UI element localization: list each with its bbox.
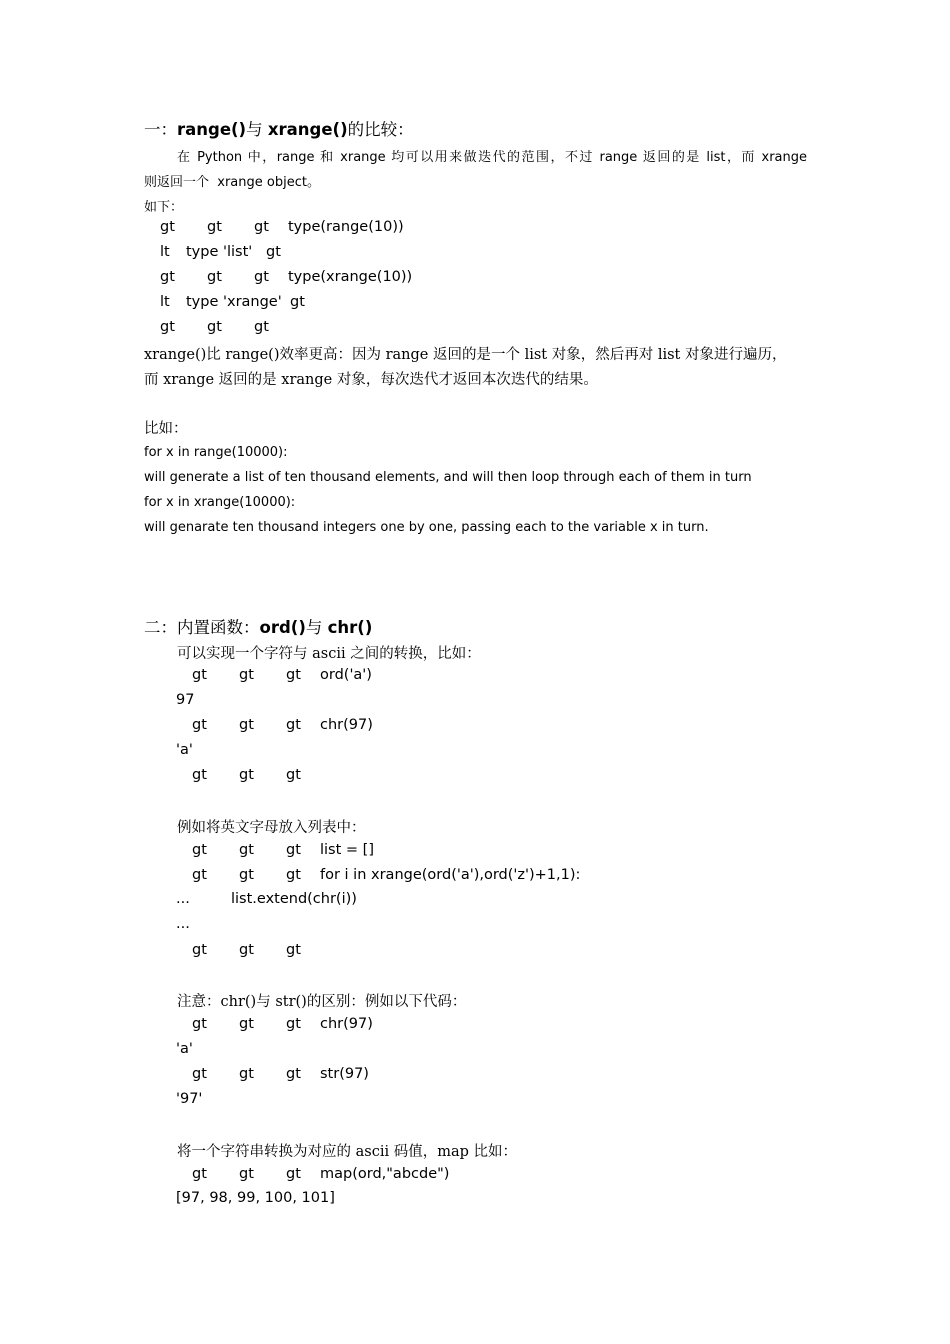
performance-line-1: xrange()比 range()效率更高：因为 range 返回的是一个 list 对象，然后再对 list 对象进行遍历， <box>144 347 787 363</box>
example-line: will generate a list of ten thousand elements, and will then loop through each of them in turn <box>144 470 752 485</box>
prompt-token: gt <box>192 767 207 783</box>
code-line <box>192 942 320 958</box>
example-label: 比如： <box>144 421 188 437</box>
prompt-token: gt <box>239 842 254 858</box>
prompt-token: gt <box>239 1016 254 1032</box>
prompt-token: gt <box>207 319 222 335</box>
code-result: 'a' <box>176 1041 193 1057</box>
code-line <box>192 1016 373 1032</box>
code-text: chr(97) <box>320 1016 373 1032</box>
code-text: list.extend(chr(i)) <box>231 891 357 907</box>
prompt-token: gt <box>286 1066 301 1082</box>
prompt-token: gt <box>239 1066 254 1082</box>
prompt-token: gt <box>192 842 207 858</box>
note-label: 注意：chr()与 str()的区别：例如以下代码： <box>177 994 467 1010</box>
code-text: ord('a') <box>320 667 372 683</box>
prompt-token: gt <box>192 667 207 683</box>
code-text: chr(97) <box>320 717 373 733</box>
example-line: will genarate ten thousand integers one by one, passing each to the variable x in turn. <box>144 520 709 535</box>
code-text: type(xrange(10)) <box>288 269 413 285</box>
prompt-token: lt <box>160 244 170 260</box>
continuation-token: ... <box>176 891 190 907</box>
prompt-token: gt <box>192 942 207 958</box>
heading-func-b: xrange() <box>267 120 348 139</box>
intro-line-1: 在 Python 中，range 和 xrange 均可以用来做迭代的范围，不过 range 返回的是 list，而 xrange <box>177 150 807 165</box>
code-text: type 'list' <box>186 244 253 260</box>
prompt-token: gt <box>239 942 254 958</box>
prompt-token: gt <box>192 717 207 733</box>
example-line: for x in xrange(10000): <box>144 495 296 510</box>
code-line <box>192 867 580 883</box>
prompt-token: gt <box>160 219 175 235</box>
as-below-label: 如下： <box>144 200 184 215</box>
prompt-token: gt <box>239 1166 254 1182</box>
code-line <box>192 842 374 858</box>
code-text: str(97) <box>320 1066 369 1082</box>
prompt-token: lt <box>160 294 170 310</box>
prompt-token: gt <box>286 867 301 883</box>
code-text: map(ord,"abcde") <box>320 1166 450 1182</box>
prompt-token: gt <box>207 269 222 285</box>
map-label: 将一个字符串转换为对应的 ascii 码值，map 比如： <box>177 1144 517 1160</box>
code-line <box>176 891 357 907</box>
heading-mid: 与 <box>246 120 268 139</box>
code-text: type(range(10)) <box>288 219 404 235</box>
prompt-token: gt <box>160 269 175 285</box>
prompt-token: gt <box>192 1016 207 1032</box>
prompt-token: gt <box>239 717 254 733</box>
code-result: [97, 98, 99, 100, 101] <box>176 1190 335 1206</box>
code-line <box>160 294 305 310</box>
prompt-token: gt <box>192 1166 207 1182</box>
heading-prefix: 一： <box>144 120 177 139</box>
section-1-heading <box>144 116 414 140</box>
code-line <box>192 767 320 783</box>
code-line <box>192 1166 449 1182</box>
prompt-token: gt <box>254 269 269 285</box>
prompt-token: gt <box>254 219 269 235</box>
prompt-token: gt <box>286 1016 301 1032</box>
heading-mid: 与 <box>305 618 328 637</box>
prompt-token: gt <box>286 667 301 683</box>
heading-func-a: range() <box>177 120 247 139</box>
prompt-token: gt <box>286 717 301 733</box>
prompt-token: gt <box>286 767 301 783</box>
prompt-token: gt <box>290 294 305 310</box>
heading-suffix: 的比较： <box>347 120 414 139</box>
intro-line-2: 则返回一个 xrange object。 <box>144 175 320 190</box>
section-2-heading <box>144 614 372 638</box>
code-text: list = [] <box>320 842 374 858</box>
list-example-label: 例如将英文字母放入列表中： <box>177 820 366 836</box>
ascii-intro: 可以实现一个字符与 ascii 之间的转换，比如： <box>177 646 481 662</box>
prompt-token: gt <box>192 867 207 883</box>
prompt-token: gt <box>286 842 301 858</box>
prompt-token: gt <box>160 319 175 335</box>
prompt-token: gt <box>192 1066 207 1082</box>
prompt-token: gt <box>254 319 269 335</box>
code-line <box>192 1066 369 1082</box>
code-line <box>160 244 281 260</box>
prompt-token: gt <box>286 1166 301 1182</box>
code-text: for i in xrange(ord('a'),ord('z')+1,1): <box>320 867 581 883</box>
prompt-token: gt <box>266 244 281 260</box>
example-line: for x in range(10000): <box>144 445 288 460</box>
heading-prefix: 二：内置函数： <box>144 618 260 637</box>
heading-func-a: ord() <box>259 618 306 637</box>
code-line <box>192 667 372 683</box>
prompt-token: gt <box>239 667 254 683</box>
continuation-token: ... <box>176 916 190 932</box>
code-text: type 'xrange' <box>186 294 282 310</box>
prompt-token: gt <box>239 767 254 783</box>
code-result: 97 <box>176 692 195 708</box>
code-line <box>160 319 288 335</box>
prompt-token: gt <box>286 942 301 958</box>
code-line <box>160 269 412 285</box>
prompt-token: gt <box>207 219 222 235</box>
code-line <box>160 219 404 235</box>
performance-line-2: 而 xrange 返回的是 xrange 对象，每次迭代才返回本次迭代的结果。 <box>144 372 598 388</box>
prompt-token: gt <box>239 867 254 883</box>
code-result: '97' <box>176 1091 203 1107</box>
heading-func-b: chr() <box>327 618 373 637</box>
code-result: 'a' <box>176 742 193 758</box>
code-line <box>192 717 373 733</box>
